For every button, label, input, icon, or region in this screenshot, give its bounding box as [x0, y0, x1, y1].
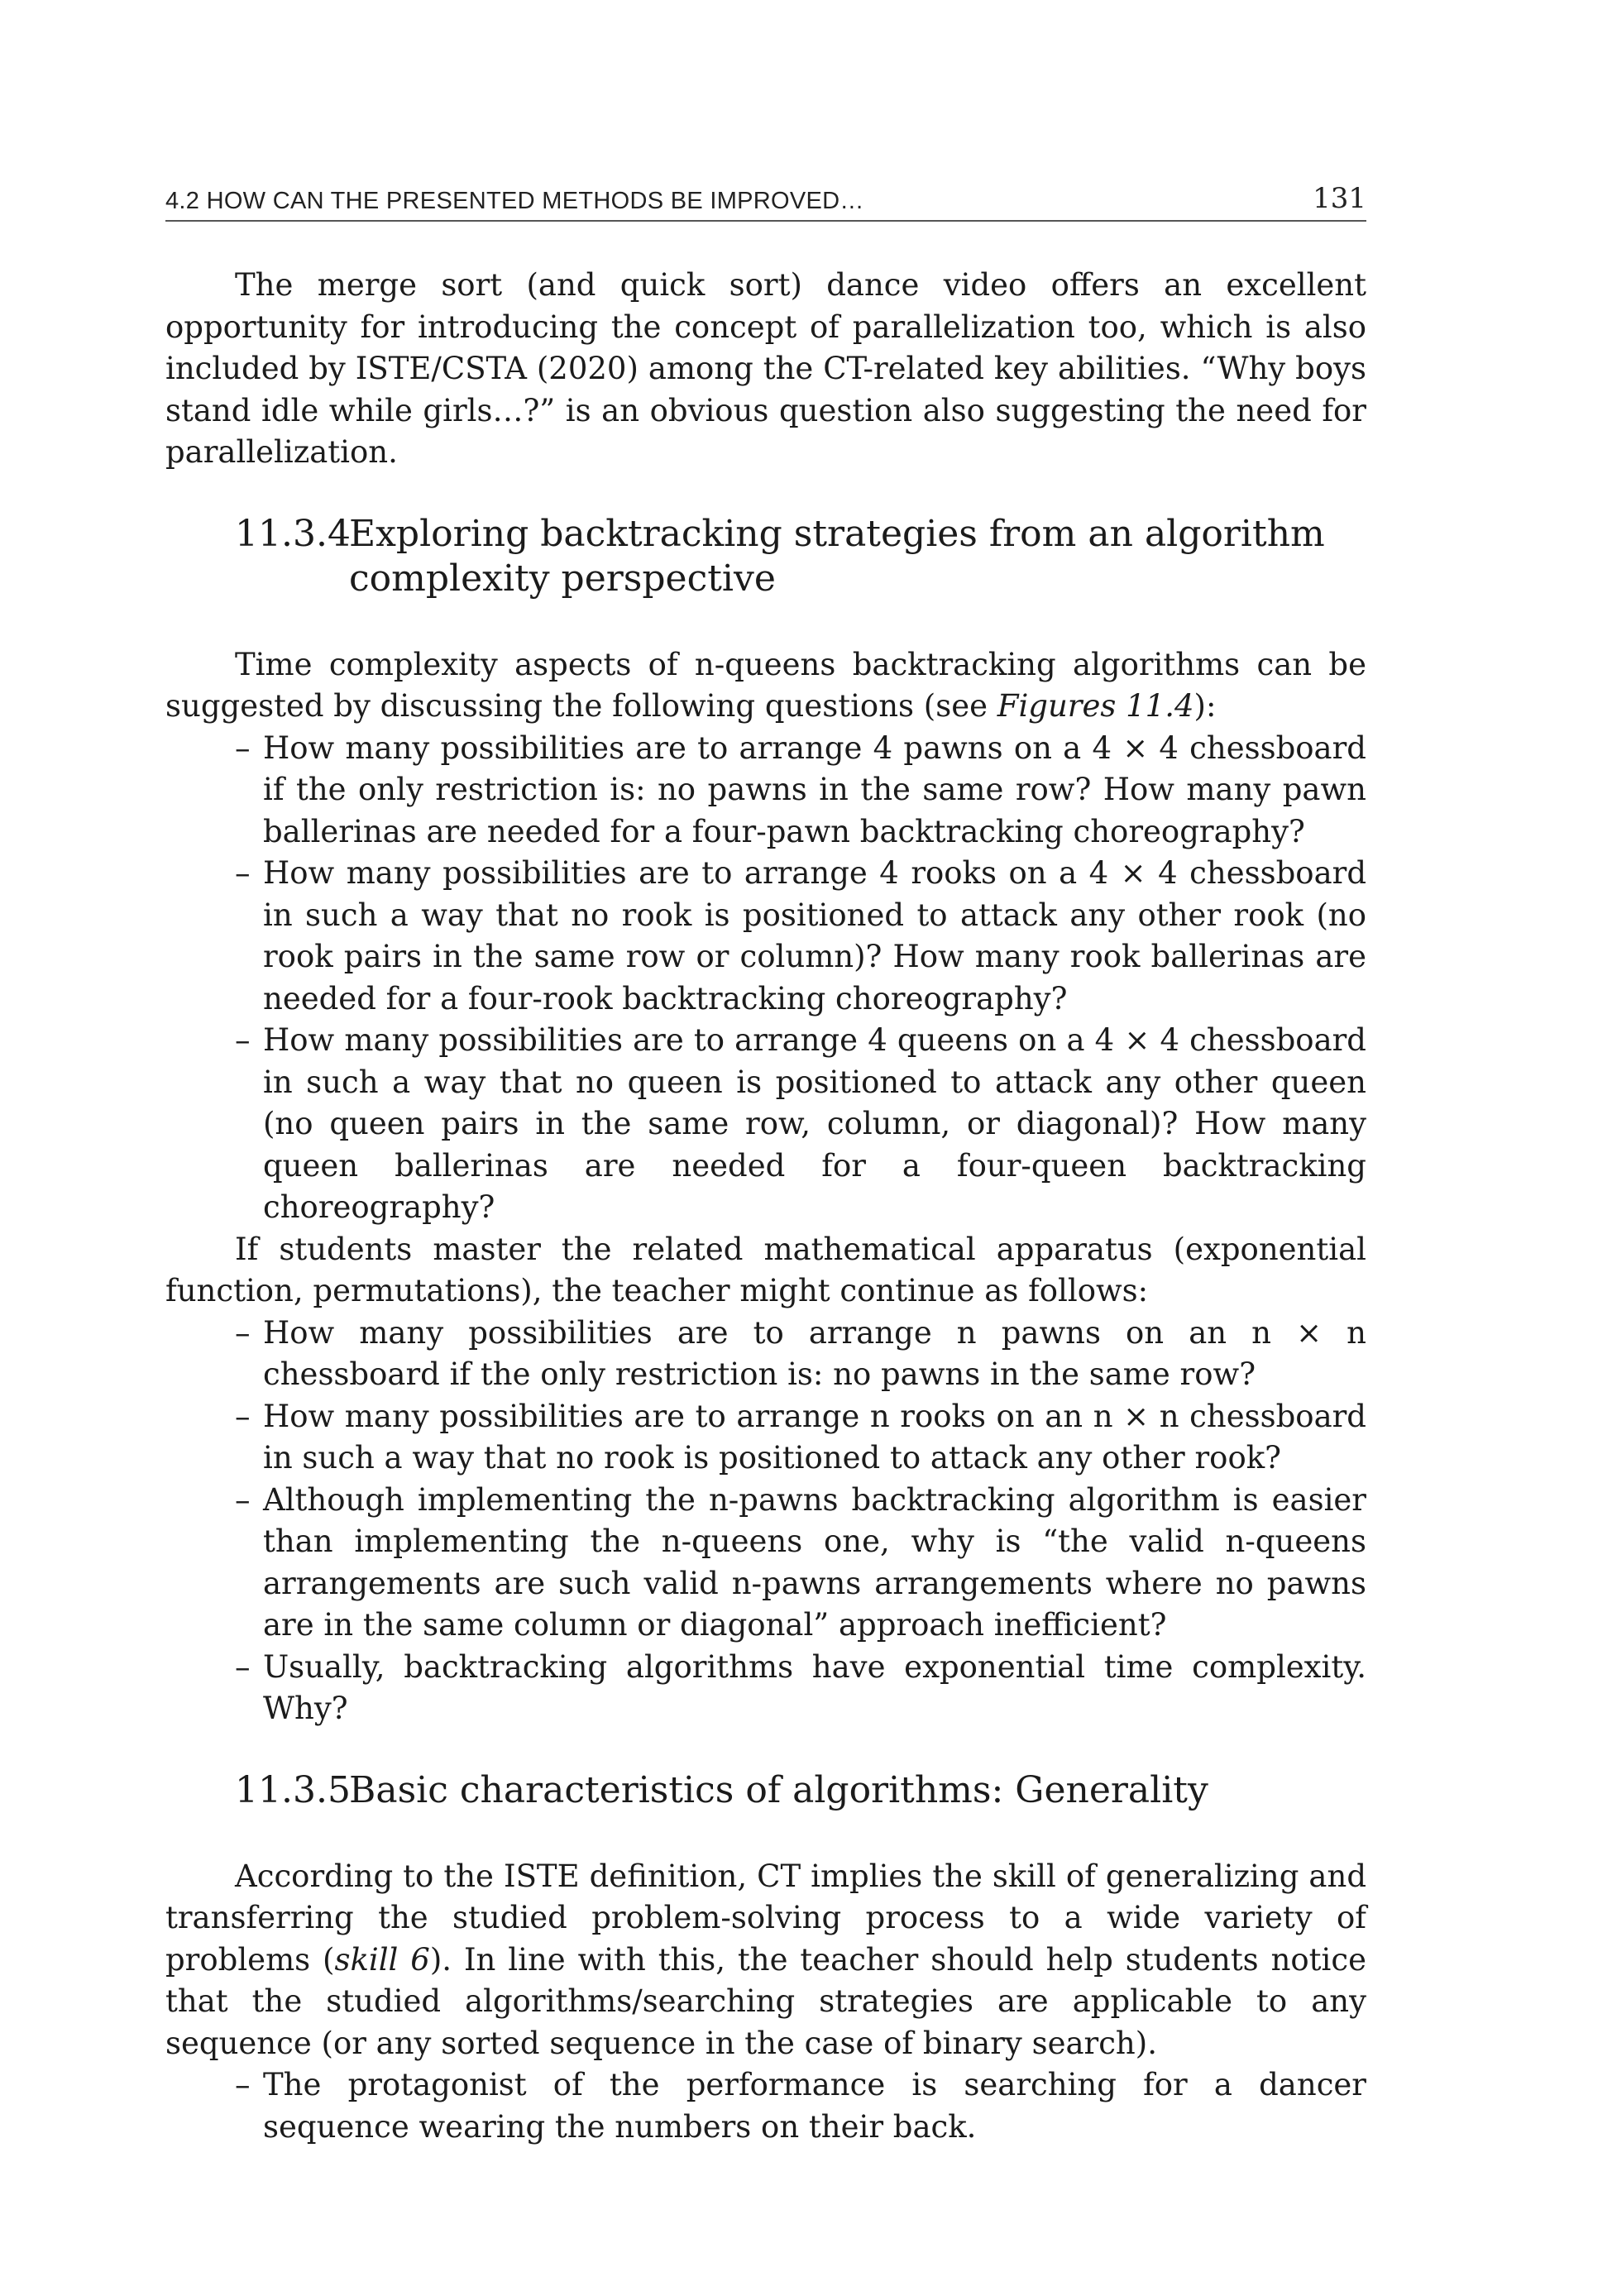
list-item — [165, 728, 1366, 854]
dash-marker: – — [235, 1481, 251, 1518]
list-item — [165, 1313, 1366, 1396]
dash-marker: – — [235, 729, 251, 766]
running-title: 4.2 HOW CAN THE PRESENTED METHODS BE IMPROVED… — [165, 188, 864, 214]
generality-paragraph — [165, 1856, 1366, 2065]
list-item — [165, 2064, 1366, 2148]
dash-marker: – — [235, 1022, 251, 1058]
section-lead-paragraph — [165, 644, 1366, 728]
skill-reference: skill 6 — [334, 1941, 430, 1978]
list-item — [165, 1480, 1366, 1647]
dash-marker: – — [235, 855, 251, 891]
question-list-b — [165, 1313, 1366, 1730]
list-item-text: Although implementing the n-pawns backtracking algorithm is easier than implementing the n-queens one, why is “the valid n-queens arrangements are such valid n-pawns arrangements where no pawns are in the same column or diagonal” approach inefficient? — [263, 1481, 1366, 1643]
running-header — [165, 180, 1366, 222]
dash-marker: – — [235, 2067, 251, 2102]
para-text: According to the ISTE definition, CT implies the skill of generalizing and transferring the studied problem-solving process to a wide variety of problems ( — [165, 1858, 1366, 1978]
lead-text-end: ): — [1193, 688, 1217, 724]
section-number: 11.3.4 — [235, 512, 351, 555]
list-item-text: How many possibilities are to arrange n pawns on an n × n chessboard if the only restriction is: no pawns in the same row? — [263, 1314, 1366, 1392]
page-number: 131 — [1313, 182, 1366, 215]
body-text — [165, 265, 1366, 2148]
section-number: 11.3.5 — [235, 1768, 351, 1811]
generality-list — [165, 2064, 1366, 2148]
list-item-text: How many possibilities are to arrange 4 pawns on a 4 × 4 chessboard if the only restriction is: no pawns in the same row? How many pawn ballerinas are needed for a four-pawn backtracking choreography? — [263, 729, 1366, 849]
list-item-text: The protagonist of the performance is searching for a dancer sequence wearing the numbers on their back. — [263, 2067, 1366, 2145]
list-item-text: How many possibilities are to arrange n rooks on an n × n chessboard in such a way that no rook is positioned to attack any other rook? — [263, 1398, 1366, 1476]
dash-marker: – — [235, 1398, 251, 1434]
list-item-text: How many possibilities are to arrange 4 rooks on a 4 × 4 chessboard in such a way that no rook is positioned to attack any other rook (no rook pairs in the same row or column)? How many rook ballerinas are needed for a four-rook backtracking choreography? — [263, 855, 1366, 1016]
section-heading-11-3-4 — [235, 512, 1366, 601]
list-item — [165, 1020, 1366, 1229]
list-item — [165, 1647, 1366, 1730]
dash-marker: – — [235, 1648, 251, 1685]
section-title: Basic characteristics of algorithms: Generality — [349, 1768, 1208, 1811]
para-text-end: ). In line with this, the teacher should help students notice that the studied algorithms/searching strategies are applicable to any sequence (or any sorted sequence in the case of binary search). — [165, 1941, 1366, 2061]
section-title: Exploring backtracking strategies from an algorithm complexity perspective — [349, 512, 1325, 600]
question-list-a — [165, 728, 1366, 1229]
lead-text: Time complexity aspects of n-queens backtracking algorithms can be suggested by discussing the following questions (see — [165, 646, 1366, 724]
list-item — [165, 853, 1366, 1020]
list-item — [165, 1396, 1366, 1480]
dash-marker: – — [235, 1314, 251, 1351]
list-item-text: How many possibilities are to arrange 4 queens on a 4 × 4 chessboard in such a way that no queen is positioned to attack any other queen (no queen pairs in the same row, column, or diagonal)? How many queen ballerinas are needed for a four-queen backtracking choreography? — [263, 1022, 1366, 1225]
list-item-text: Usually, backtracking algorithms have exponential time complexity. Why? — [263, 1648, 1366, 1726]
figure-reference: Figures 11.4 — [997, 688, 1194, 724]
intro-paragraph: The merge sort (and quick sort) dance video offers an excellent opportunity for introducing the concept of parallelization too, which is also included by ISTE/CSTA (2020) among the CT-related key abilities. “Why boys stand idle while girls…?” is an obvious question also suggesting the need for parallelization. — [165, 267, 1366, 470]
bridge-paragraph: If students master the related mathematical apparatus (exponential function, permutations), the teacher might continue as follows: — [165, 1231, 1366, 1308]
section-heading-11-3-5 — [235, 1768, 1366, 1813]
